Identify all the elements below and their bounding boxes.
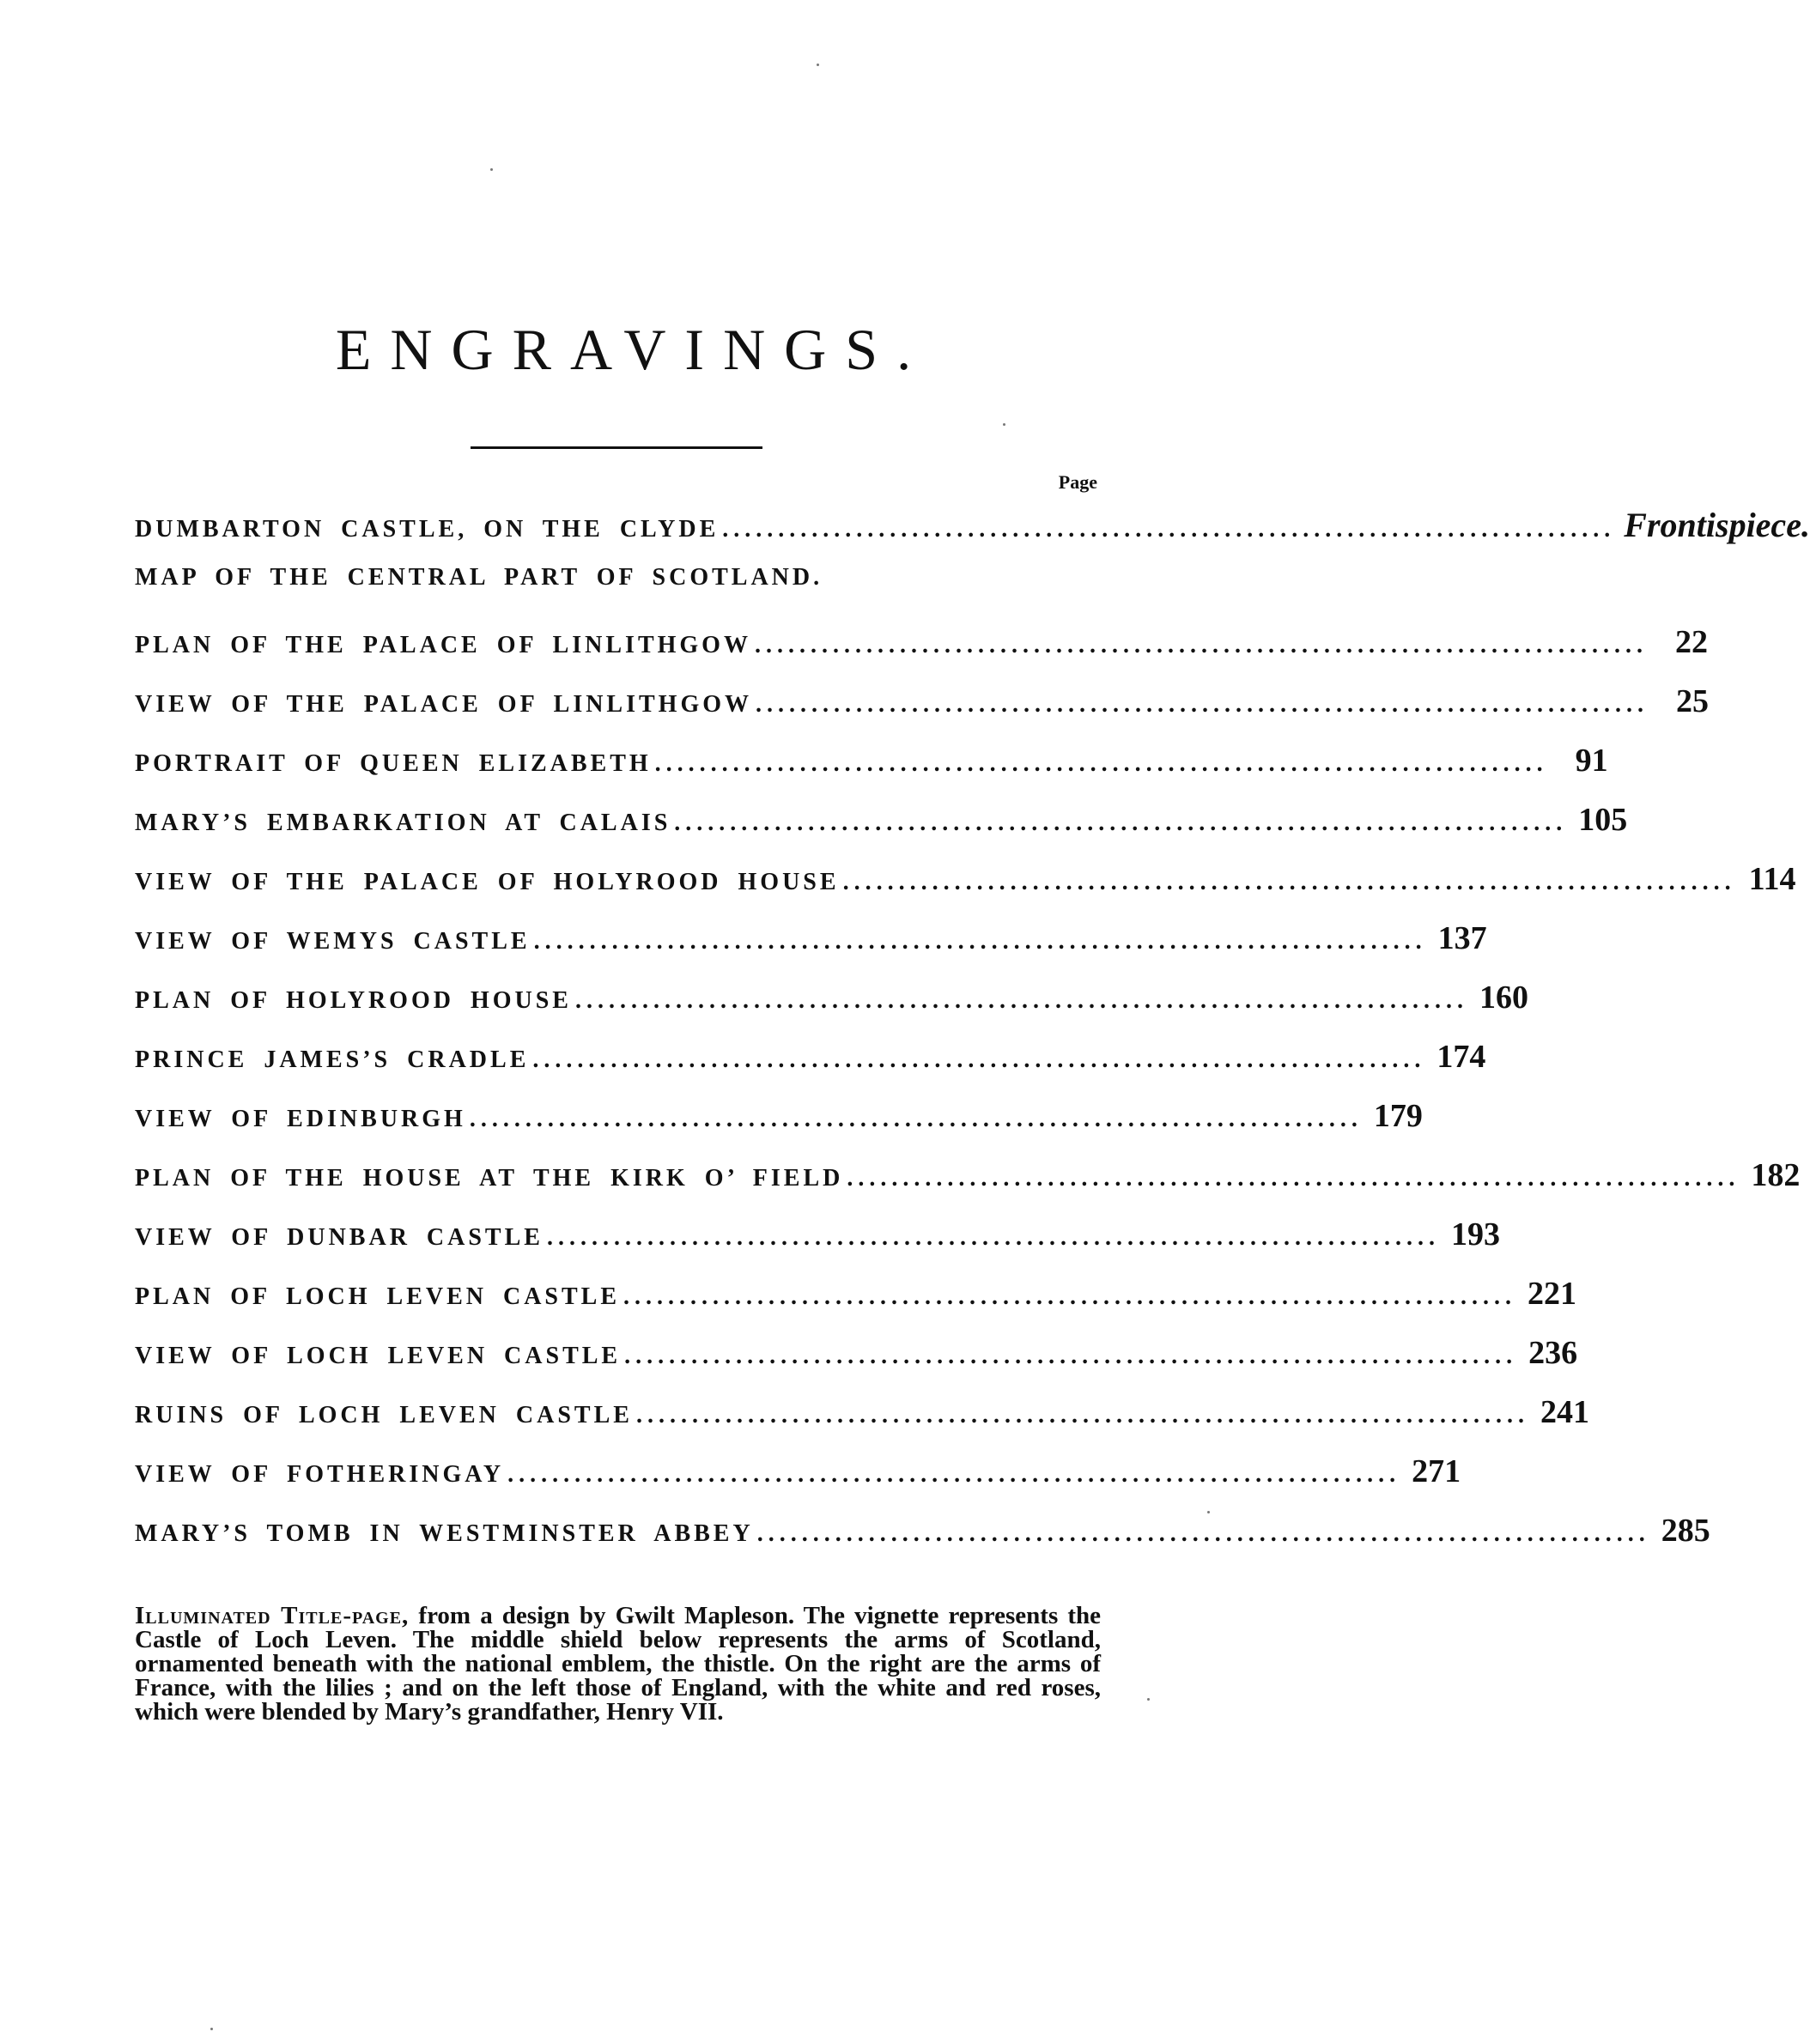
entry-page: 25 <box>1676 683 1710 719</box>
entry-page: 241 <box>1540 1394 1589 1430</box>
entry-label: MAP OF THE CENTRAL PART OF SCOTLAND. <box>135 564 823 591</box>
engravings-list <box>135 505 1810 1571</box>
leader-dots: ................................................................................ <box>532 1046 1426 1073</box>
footnote-text: from a design by Gwilt Mapleson. The vignette represents the Castle of Loch Leven. The middle shield below represents the arms of Scotland, ornamented beneath with the national emblem, the thistle. On the right are the arms of France, with the lilies ; and on the left those of England, with the white and red roses, which were blended by Mary’s grandfather, Henry VII. <box>135 1602 1102 1726</box>
list-item <box>135 623 1708 682</box>
list-item <box>135 1216 1500 1275</box>
list-item <box>135 1038 1486 1097</box>
entry-page: 137 <box>1437 920 1487 956</box>
entry-label: PORTRAIT OF QUEEN ELIZABETH <box>135 750 652 777</box>
entry-map <box>135 564 1101 623</box>
entry-page: 193 <box>1450 1216 1500 1252</box>
entry-label: VIEW OF WEMYS CASTLE <box>135 928 531 955</box>
leader-dots: ................................................................................ <box>574 987 1468 1014</box>
entry-page: 91 <box>1575 743 1608 779</box>
entry-page: 271 <box>1412 1453 1461 1489</box>
entry-label: PLAN OF LOCH LEVEN CASTLE <box>135 1283 621 1310</box>
entry-page: 105 <box>1578 802 1628 838</box>
list-item <box>135 1393 1589 1453</box>
entry-label: VIEW OF LOCH LEVEN CASTLE <box>135 1343 622 1369</box>
leader-dots: ................................................................................ <box>847 1165 1740 1192</box>
footnote <box>135 1604 1101 1724</box>
entry-label: PRINCE JAMES’S CRADLE <box>135 1046 530 1073</box>
entry-label: VIEW OF THE PALACE OF HOLYROOD HOUSE <box>135 869 840 895</box>
print-speck <box>490 168 493 171</box>
leader-dots: ................................................................................ <box>756 1520 1650 1547</box>
entry-label: PLAN OF THE PALACE OF LINLITHGOW <box>135 632 751 658</box>
leader-dots: ................................................................................ <box>754 632 1648 658</box>
entry-label: RUINS OF LOCH LEVEN CASTLE <box>135 1402 633 1428</box>
entry-label: DUMBARTON CASTLE, ON THE CLYDE <box>135 516 720 543</box>
leader-dots: ................................................................................ <box>469 1106 1363 1132</box>
title-rule <box>471 446 762 449</box>
list-item <box>135 1334 1578 1393</box>
print-speck <box>1147 1698 1150 1701</box>
list-item <box>135 1453 1461 1512</box>
leader-dots: ................................................................................ <box>756 691 1649 718</box>
entry-page: 285 <box>1661 1513 1710 1549</box>
entry-page: 179 <box>1373 1098 1423 1134</box>
leader-dots: ................................................................................ <box>674 810 1568 836</box>
print-speck <box>1003 423 1005 426</box>
leader-dots: ................................................................................ <box>623 1283 1517 1310</box>
entry-page: 236 <box>1528 1335 1578 1371</box>
entry-page: 174 <box>1436 1039 1486 1075</box>
list-item <box>135 742 1608 801</box>
entry-label: VIEW OF FOTHERINGAY <box>135 1461 505 1488</box>
entry-page: 114 <box>1748 861 1796 897</box>
footnote-lead: Illuminated Title-page, <box>135 1602 410 1629</box>
list-item <box>135 1156 1801 1216</box>
list-item <box>135 979 1528 1038</box>
entry-page: 22 <box>1674 624 1708 660</box>
print-speck <box>1207 1511 1210 1513</box>
leader-dots: ................................................................................ <box>842 869 1736 895</box>
print-speck <box>817 64 819 66</box>
entry-page: Frontispiece. <box>1624 506 1810 544</box>
entry-label: VIEW OF DUNBAR CASTLE <box>135 1224 544 1251</box>
entry-page: 160 <box>1479 980 1528 1016</box>
leader-dots: ................................................................................ <box>635 1402 1529 1428</box>
leader-dots: ................................................................................ <box>624 1343 1518 1369</box>
entry-label: VIEW OF THE PALACE OF LINLITHGOW <box>135 691 753 718</box>
entry-label: VIEW OF EDINBURGH <box>135 1106 466 1132</box>
print-speck <box>210 2028 213 2030</box>
list-item <box>135 919 1487 979</box>
entry-label: PLAN OF HOLYROOD HOUSE <box>135 987 572 1014</box>
list-item <box>135 682 1710 742</box>
page-title: ENGRAVINGS. <box>335 317 931 382</box>
entry-label: MARY’S TOMB IN WESTMINSTER ABBEY <box>135 1520 754 1547</box>
leader-dots: ................................................................................ <box>507 1461 1401 1488</box>
list-item <box>135 1097 1423 1156</box>
list-item <box>135 1275 1577 1334</box>
entry-frontispiece <box>135 505 1810 564</box>
entry-page: 182 <box>1751 1157 1801 1193</box>
leader-dots: ................................................................................ <box>722 516 1616 543</box>
leader-dots: ................................................................................ <box>654 750 1548 777</box>
leader-dots: ................................................................................ <box>546 1224 1440 1251</box>
page-column-label: Page <box>1058 471 1097 493</box>
list-item <box>135 1512 1710 1571</box>
entry-label: MARY’S EMBARKATION AT CALAIS <box>135 810 671 836</box>
entry-page: 221 <box>1528 1276 1577 1312</box>
leader-dots: ................................................................................ <box>533 928 1427 955</box>
entry-label: PLAN OF THE HOUSE AT THE KIRK O’ FIELD <box>135 1165 844 1192</box>
list-item <box>135 860 1796 919</box>
list-item <box>135 801 1628 860</box>
